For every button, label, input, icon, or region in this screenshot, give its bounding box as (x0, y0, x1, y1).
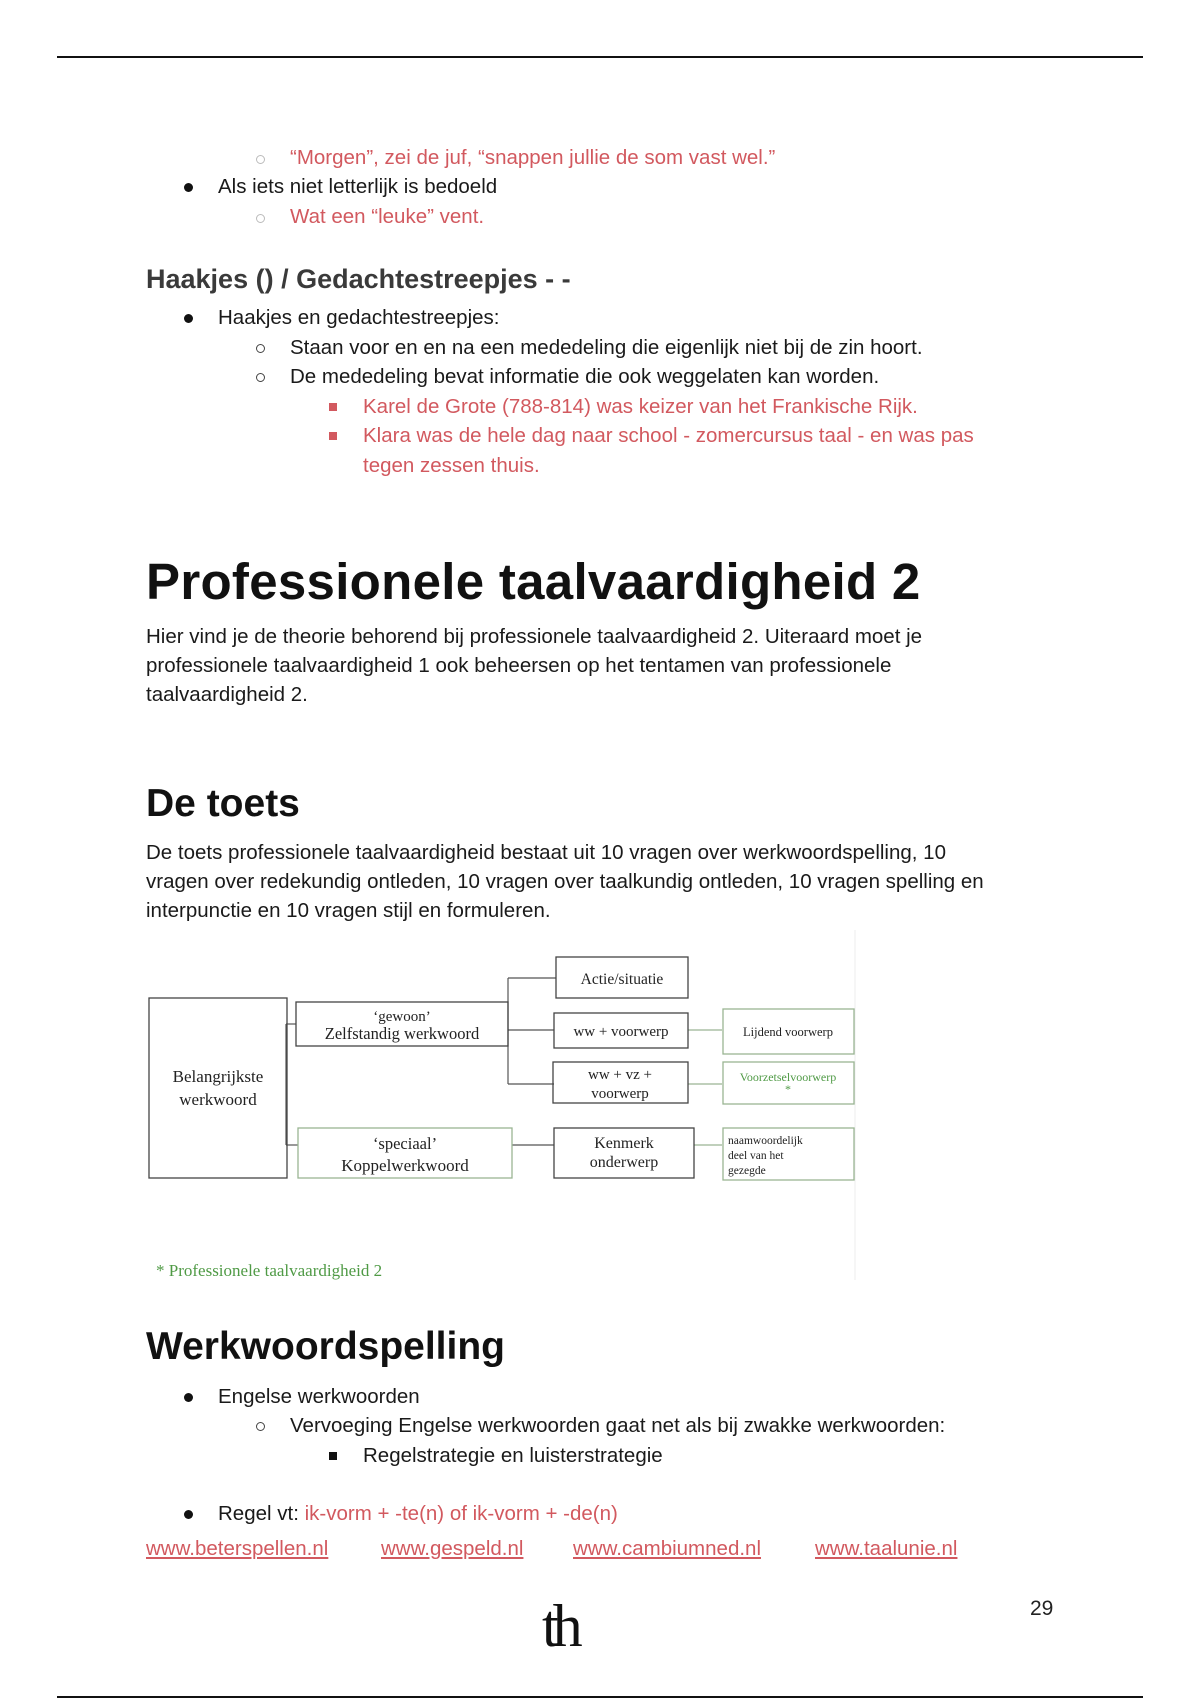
ww-voorwerp-label: ww + voorwerp (573, 1024, 669, 1040)
list-square-marker (329, 1452, 337, 1460)
top-rule (57, 56, 1143, 58)
voorzetsel-line1: Voorzetselvoorwerp (739, 1070, 837, 1084)
haakjes-heading: Haakjes () / Gedachtestreepjes - - (146, 264, 571, 294)
ww-bullet2-rule: ik-vorm + -te(n) of ik-vorm + -de(n) (304, 1502, 618, 1525)
bottom-rule (57, 1696, 1143, 1698)
naamwoord-line2: deel van het (728, 1150, 784, 1162)
koppel-line2: Koppelwerkwoord (341, 1156, 469, 1175)
toets-text-line2: vragen over redekundig ontleden, 10 vragen over taalkundig ontleden, 10 vragen spelling en (146, 870, 984, 893)
list-bullet (184, 1393, 193, 1402)
list-circle-marker (256, 155, 265, 164)
naamwoord-line1: naamwoordelijk (728, 1135, 803, 1147)
root-line1: Belangrijkste (172, 1067, 264, 1086)
diagram-footnote: * Professionele taalvaardigheid 2 (156, 1261, 383, 1280)
pt2-intro-line1: Hier vind je de theorie behorend bij professionele taalvaardigheid 2. Uiteraard moet je (146, 625, 923, 648)
bullet-letterlijk: Als iets niet letterlijk is bedoeld (218, 175, 498, 198)
lijdend-label: Lijdend voorwerp (743, 1025, 833, 1039)
diagram-svg (146, 930, 856, 1280)
haakjes-bullet: Haakjes en gedachtestreepjes: (218, 306, 500, 329)
link-beterspellen[interactable]: www.beterspellen.nl (146, 1537, 329, 1560)
naamwoord-line3: gezegde (728, 1165, 766, 1177)
list-circle-marker (256, 1422, 265, 1431)
werkwoord-diagram (146, 930, 856, 1280)
link-gespeld[interactable]: www.gespeld.nl (381, 1537, 524, 1560)
list-circle-marker (256, 373, 265, 382)
ww-bullet2 (218, 1499, 618, 1528)
list-bullet (184, 314, 193, 323)
page-number: 29 (1030, 1597, 1054, 1620)
werkwoordspelling-heading: Werkwoordspelling (146, 1325, 505, 1368)
example-leuke: Wat een “leuke” vent. (290, 205, 485, 228)
toets-text-line3: interpunctie en 10 vragen stijl en formuleren. (146, 899, 551, 922)
zelfstandig-line2: Zelfstandig werkwoord (324, 1024, 480, 1043)
list-bullet (184, 183, 193, 192)
ww-vz-line2: voorwerp (591, 1086, 649, 1102)
link-cambiumned[interactable]: www.cambiumned.nl (573, 1537, 761, 1560)
ww-sub1: Vervoeging Engelse werkwoorden gaat net als bij zwakke werkwoorden: (290, 1414, 946, 1437)
ww-bullet1: Engelse werkwoorden (218, 1385, 420, 1408)
pt2-intro-line2: professionele taalvaardigheid 1 ook beheersen op het tentamen van professionele (146, 654, 892, 677)
th-logo: th (542, 1593, 577, 1659)
koppel-line1: ‘speciaal’ (372, 1134, 438, 1153)
haakjes-example2-line2: tegen zessen thuis. (363, 454, 540, 477)
list-circle-marker (256, 344, 265, 353)
toets-text-line1: De toets professionele taalvaardigheid bestaat uit 10 vragen over werkwoordspelling, 10 (146, 841, 946, 864)
kenmerk-line1: Kenmerk (594, 1135, 654, 1152)
link-taalunie[interactable]: www.taalunie.nl (815, 1537, 958, 1560)
list-square-marker (329, 403, 337, 411)
haakjes-sub1: Staan voor en en na een mededeling die eigenlijk niet bij de zin hoort. (290, 336, 923, 359)
list-bullet (184, 1510, 193, 1519)
haakjes-example1: Karel de Grote (788-814) was keizer van het Frankische Rijk. (363, 395, 918, 418)
haakjes-example2-line1: Klara was de hele dag naar school - zomercursus taal - en was pas (363, 424, 974, 447)
zelfstandig-line1: ‘gewoon’ (373, 1009, 431, 1025)
example-morgen: “Morgen”, zei de juf, “snappen jullie de som vast wel.” (290, 146, 776, 169)
list-circle-marker (256, 214, 265, 223)
pt2-intro-line3: taalvaardigheid 2. (146, 683, 308, 706)
haakjes-sub2: De mededeling bevat informatie die ook weggelaten kan worden. (290, 365, 880, 388)
root-line2: werkwoord (179, 1090, 257, 1109)
toets-heading: De toets (146, 782, 300, 825)
ww-vz-line1: ww + vz + (588, 1067, 652, 1083)
list-square-marker (329, 432, 337, 440)
voorzetsel-line2: * (785, 1082, 791, 1096)
ww-subsub1: Regelstrategie en luisterstrategie (363, 1444, 663, 1467)
pt2-title: Professionele taalvaardigheid 2 (146, 553, 921, 610)
kenmerk-line2: onderwerp (589, 1154, 659, 1171)
actie-label: Actie/situatie (580, 971, 664, 988)
ww-bullet2-label: Regel vt: (218, 1502, 305, 1525)
